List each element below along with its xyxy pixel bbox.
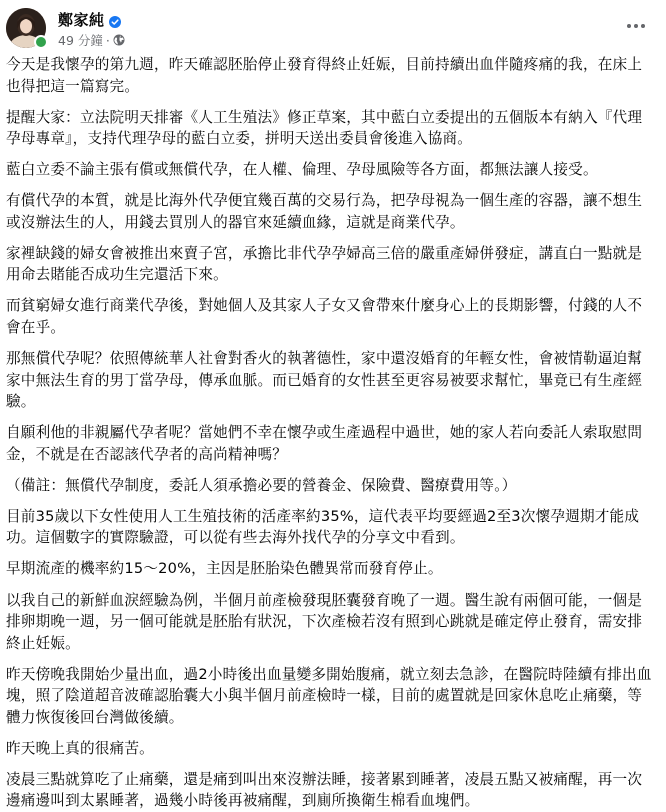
globe-icon[interactable] xyxy=(113,34,125,46)
post-paragraph: 提醒大家：立法院明天排審《人工生殖法》修正草案，其中藍白立委提出的五個版本有納入『代理孕母專章』，支持代理孕母的藍白立委，拼明天送出委員會後進入協商。 xyxy=(6,108,643,148)
online-status-indicator xyxy=(34,35,48,49)
post-paragraph: 自願利他的非親屬代孕者呢？當她們不幸在懷孕或生產過程中過世，她的家人若向委託人索取慰問金，不就是在否認該代孕者的高尚精神嗎？ xyxy=(6,424,643,463)
post-paragraph: 藍白立委不論主張有償或無償代孕，在人權、倫理、孕母風險等各方面，都無法讓人接受。 xyxy=(6,161,598,179)
post-paragraph: 目前35歲以下女性使用人工生殖技術的活產率約35%，這代表平均要經過2至3次懷孕週期才能成功。這個數字的實際驗證，可以從有些去海外找代孕的分享文中看到。 xyxy=(6,507,640,547)
post-paragraph: 那無償代孕呢？依照傳統華人社會對香火的執著德性，家中還沒婚育的年輕女性，會被情勒逼迫幫家中無法生育的男丁當孕母，傳承血脈。而已婚育的女性甚至更容易被要求幫忙，畢竟已有生產經驗。 xyxy=(6,350,643,411)
post-paragraph: 凌晨三點就算吃了止痛藥，還是痛到叫出來沒辦法睡，接著累到睡著，凌晨五點又被痛醒，再一次邊痛邊叫到太累睡著，過幾小時後再被痛醒，到廁所換衛生棉看血塊們。 xyxy=(6,770,643,810)
post-paragraph: 而貧窮婦女進行商業代孕後，對她個人及其家人子女又會帶來什麼身心上的長期影響，付錢的人不會在乎。 xyxy=(6,297,643,336)
post-paragraph: 早期流產的機率約15～20%，主因是胚胎染色體異常而發育停止。 xyxy=(6,560,443,578)
meta-separator: · xyxy=(105,32,110,48)
post-paragraph: 家裡缺錢的婦女會被推出來賣子宮，承擔比非代孕孕婦高三倍的嚴重產婦併發症，講直白一點就是用命去賭能否成功生完還活下來。 xyxy=(6,244,643,284)
author-avatar[interactable] xyxy=(6,8,46,48)
post-paragraph: 今天是我懷孕的第九週，昨天確認胚胎停止發育得終止妊娠，目前持續出血伴隨疼痛的我，在床上也得把這一篇寫完。 xyxy=(6,56,643,95)
post-timestamp[interactable]: 49 分鐘 xyxy=(58,33,103,48)
post-header xyxy=(6,0,656,54)
post-paragraph: 有償代孕的本質，就是比海外代孕便宜幾百萬的交易行為，把孕母視為一個生產的容器，讓不想生或沒辦法生的人，用錢去買別人的器官來延續血緣，這就是商業代孕。 xyxy=(6,192,643,231)
post-paragraph: 昨天傍晚我開始少量出血，過2小時後出血量變多開始腹痛，就立刻去急診，在醫院時陸續有排出血塊，照了陰道超音波確認胎囊大小與半個月前產檢時一樣，目前的處置就是回家休息吃止痛藥，等體力恢復後回台灣做後續。 xyxy=(6,665,652,726)
author-name[interactable]: 鄭家純 xyxy=(58,10,105,29)
post-meta xyxy=(58,10,125,49)
more-options-icon-dot xyxy=(634,24,638,28)
post-paragraph: （備註：無償代孕制度，委託人須承擔必要的營養金、保險費、醫療費用等。） xyxy=(6,476,517,494)
more-options-button[interactable] xyxy=(624,18,648,34)
post-body xyxy=(6,54,656,812)
more-options-icon-dot xyxy=(627,24,631,28)
more-options-icon-dot xyxy=(641,24,645,28)
post-paragraph: 昨天晚上真的很痛苦。 xyxy=(6,739,154,757)
verified-badge-icon xyxy=(109,13,121,25)
post-paragraph: 以我自己的新鮮血淚經驗為例，半個月前產檢發現胚囊發育晚了一週。醫生說有兩個可能，一個是排卵期晚一週，另一個可能就是胚胎有狀況，下次產檢若沒有照到心跳就是確定停止發育，需安排終止妊娠。 xyxy=(6,591,643,652)
